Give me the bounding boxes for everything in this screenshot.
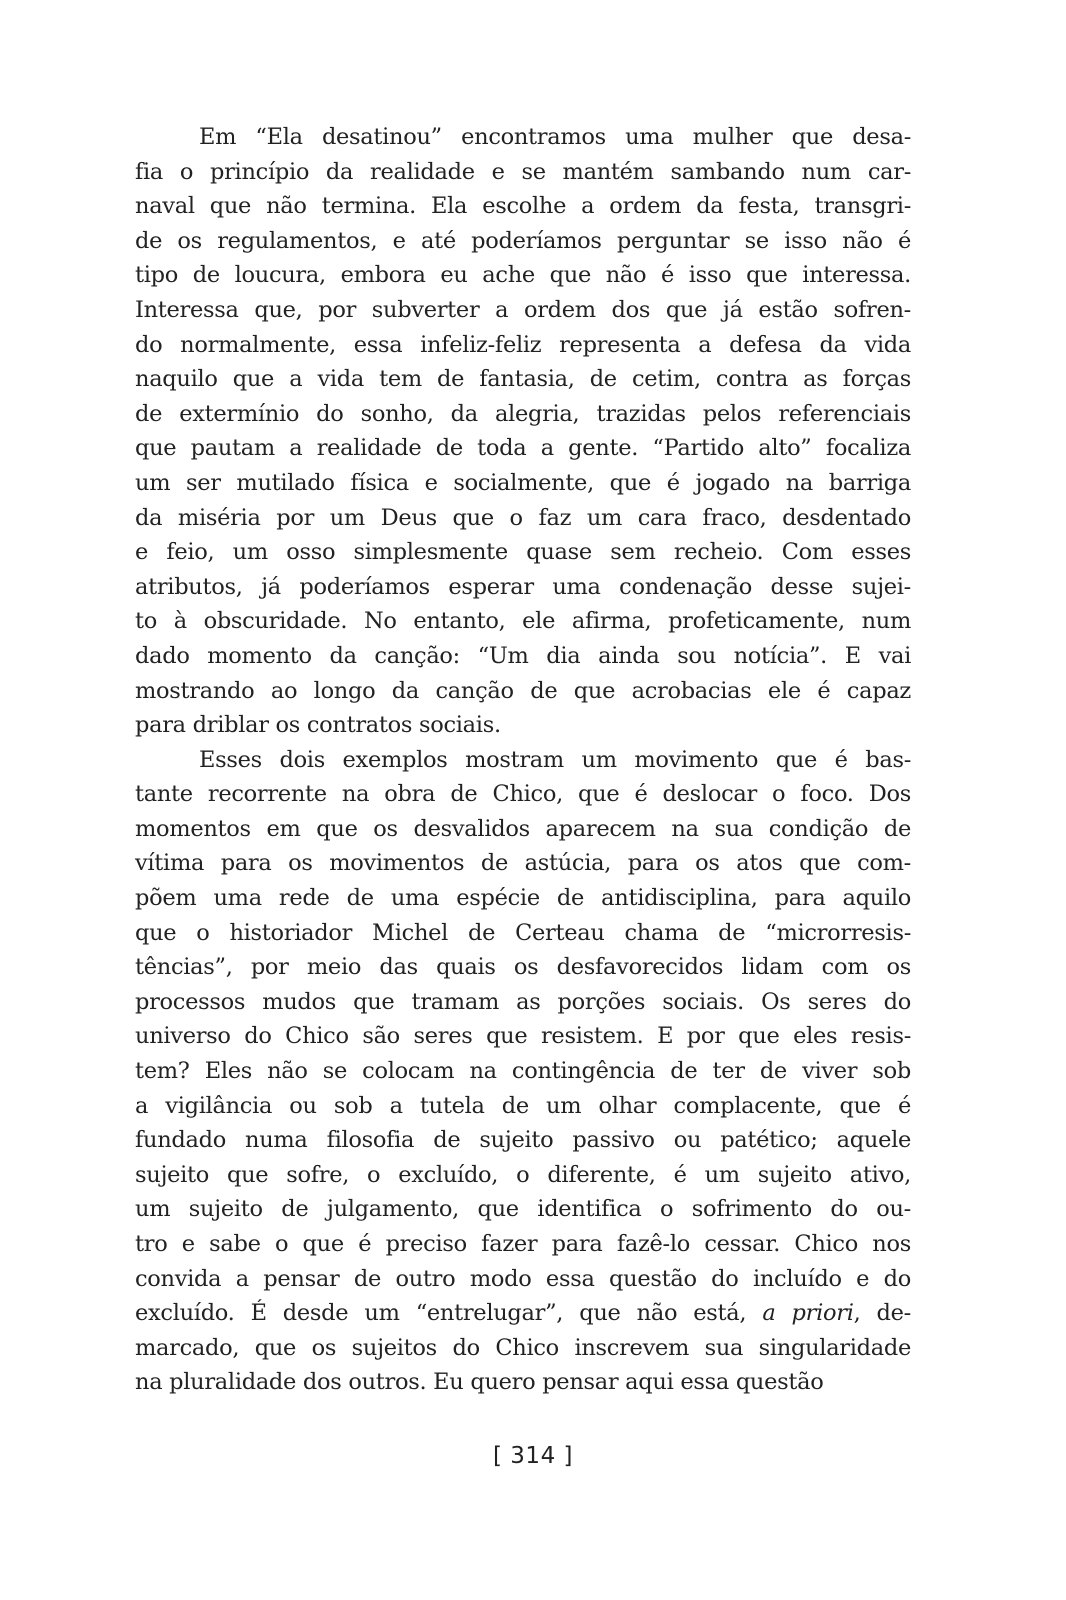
- text-line: marcado, que os sujeitos do Chico inscrevem sua singularidade: [135, 1334, 911, 1361]
- text-line: naquilo que a vida tem de fantasia, de cetim, contra as forças: [135, 366, 911, 393]
- text-line: a vigilância ou sob a tutela de um olhar complacente, que é: [135, 1092, 911, 1119]
- text-line: para driblar os contratos sociais.: [135, 712, 501, 739]
- text-line: mostrando ao longo da canção de que acrobacias ele é capaz: [135, 677, 911, 704]
- text-line: na pluralidade dos outros. Eu quero pensar aqui essa questão: [135, 1369, 824, 1396]
- text-line: convida a pensar de outro modo essa questão do incluído e do: [135, 1265, 911, 1292]
- text-line: universo do Chico são seres que resistem. E por que eles resis-: [135, 1023, 911, 1050]
- text-line: dado momento da canção: “Um dia ainda sou notícia”. E vai: [135, 642, 911, 669]
- text-line: processos mudos que tramam as porções sociais. Os seres do: [135, 988, 911, 1015]
- text-line: tro e sabe o que é preciso fazer para fazê-lo cessar. Chico nos: [135, 1231, 911, 1257]
- text-line: de extermínio do sonho, da alegria, trazidas pelos referenciais: [135, 400, 911, 427]
- text-line: tências”, por meio das quais os desfavorecidos lidam com os: [135, 954, 911, 981]
- text-line: um sujeito de julgamento, que identifica o sofrimento do ou-: [135, 1196, 911, 1223]
- text-line: e feio, um osso simplesmente quase sem recheio. Com esses: [135, 539, 911, 566]
- text-line: Esses dois exemplos mostram um movimento que é bas-: [199, 746, 911, 773]
- text-line: fia o princípio da realidade e se mantém sambando num car-: [135, 158, 911, 185]
- text-line: sujeito que sofre, o excluído, o diferente, é um sujeito ativo,: [135, 1161, 911, 1188]
- text-line: de os regulamentos, e até poderíamos perguntar se isso não é: [135, 227, 911, 254]
- text-line: da miséria por um Deus que o faz um cara fraco, desdentado: [135, 504, 911, 531]
- text-line: que pautam a realidade de toda a gente. “Partido alto” focaliza: [135, 435, 911, 462]
- text-line: atributos, já poderíamos esperar uma condenação desse sujei-: [135, 573, 911, 600]
- text-line: momentos em que os desvalidos aparecem na sua condição de: [135, 815, 911, 842]
- text-line: [135, 1296, 911, 1331]
- text-line: vítima para os movimentos de astúcia, para os atos que com-: [135, 850, 911, 877]
- body-text: [135, 120, 911, 1400]
- text-segment: , de-: [853, 1300, 911, 1327]
- italic-term: a priori: [762, 1300, 854, 1327]
- text-line: que o historiador Michel de Certeau chama de “microrresis-: [135, 919, 911, 946]
- text-line: um ser mutilado física e socialmente, que é jogado na barriga: [135, 469, 911, 496]
- text-line: to à obscuridade. No entanto, ele afirma, profeticamente, num: [135, 608, 911, 635]
- text-segment: excluído. É desde um “entrelugar”, que não está,: [135, 1300, 763, 1327]
- paragraph-1: [135, 120, 911, 743]
- text-line: fundado numa filosofia de sujeito passivo ou patético; aquele: [135, 1127, 911, 1154]
- text-line: Interessa que, por subverter a ordem dos que já estão sofren-: [135, 296, 911, 323]
- paragraph-2: [135, 743, 911, 1400]
- text-line: tem? Eles não se colocam na contingência de ter de viver sob: [135, 1058, 911, 1085]
- text-line: tipo de loucura, embora eu ache que não é isso que interessa.: [135, 262, 911, 289]
- text-line: tante recorrente na obra de Chico, que é deslocar o foco. Dos: [135, 781, 911, 808]
- text-line: do normalmente, essa infeliz-feliz representa a defesa da vida: [135, 331, 911, 358]
- text-line: naval que não termina. Ela escolhe a ordem da festa, transgri-: [135, 193, 911, 220]
- page-number: [ 314 ]: [493, 1443, 573, 1469]
- text-line: põem uma rede de uma espécie de antidisciplina, para aquilo: [135, 885, 911, 912]
- text-line: Em “Ela desatinou” encontramos uma mulher que desa-: [199, 124, 911, 150]
